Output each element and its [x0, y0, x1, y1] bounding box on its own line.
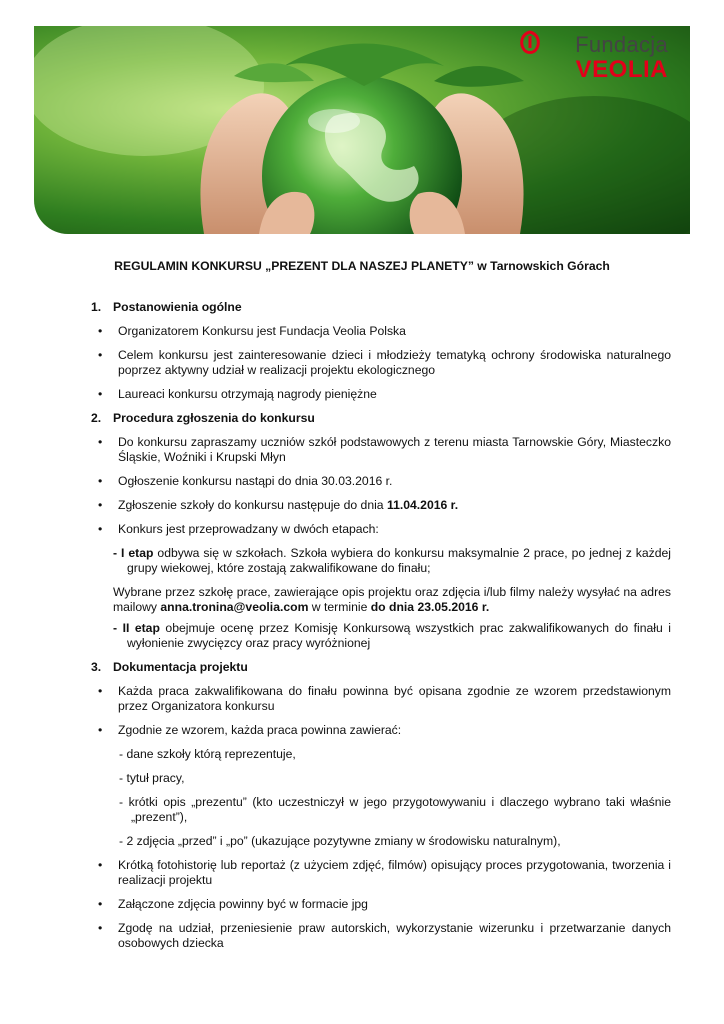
document-body — [91, 300, 671, 960]
document-title: REGULAMIN KONKURSU „PREZENT DLA NASZEJ PLANETY” w Tarnowskich Górach — [114, 259, 610, 273]
list-item: • Załączone zdjęcia powinny być w formacie jpg — [98, 897, 368, 911]
stage-2-item: - II etap obejmuje ocenę przez Komisję Konkursową wszystkich prac zakwalifikowanych do finału i wyłonienie zwycięzcy oraz pracy wyróżnionej — [113, 621, 671, 650]
list-item: • Zgodnie ze wzorem, każda praca powinna zawierać: — [98, 723, 402, 737]
list-item: • Laureaci konkursu otrzymają nagrody pieniężne — [98, 387, 377, 401]
list-item: • Celem konkursu jest zainteresowanie dzieci i młodzieży tematyką ochrony środowiska naturalnego poprzez aktywny udział w realizacji projektu ekologicznego — [98, 348, 671, 377]
section-heading-2: 2. Procedura zgłoszenia do konkursu — [91, 411, 315, 425]
fundacja-veolia-logo — [518, 30, 668, 86]
list-item: • Konkurs jest przeprowadzany w dwóch etapach: — [98, 522, 379, 536]
section-heading-1: 1. Postanowienia ogólne — [91, 300, 242, 314]
sub-item: - krótki opis „prezentu” (kto uczestniczył w jego przygotowywaniu i dlaczego wybrano taki właśnie „prezent”), — [119, 795, 671, 824]
logo-text-bottom: VEOLIA — [575, 56, 668, 83]
list-item: • Krótką fotohistorię lub reportaż (z użyciem zdjęć, filmów) opisujący proces przygotowania, tworzenia i realizacji projektu — [98, 858, 671, 887]
sub-item: - 2 zdjęcia „przed” i „po” (ukazujące pozytywne zmiany w środowisku naturalnym), — [119, 834, 561, 848]
section-heading-3: 3. Dokumentacja projektu — [91, 660, 248, 674]
logo-text-top: Fundacja — [575, 32, 668, 57]
sub-item: - dane szkoły którą reprezentuje, — [119, 747, 296, 761]
submission-paragraph: Wybrane przez szkołę prace, zawierające opis projektu oraz zdjęcia i/lub filmy należy wysyłać na adres mailowy anna.tronina@veolia.com w terminie do dnia 23.05.2016 r. — [113, 585, 671, 614]
stage-1-item: - I etap odbywa się w szkołach. Szkoła wybiera do konkursu maksymalnie 2 prace, po jednej z każdej grupy wiekowej, które zostają zakwalifikowane do finału; — [113, 546, 671, 575]
list-item: • Do konkursu zapraszamy uczniów szkół podstawowych z terenu miasta Tarnowskie Góry, Miasteczko Śląskie, Woźniki i Krupski Młyn — [98, 435, 671, 464]
list-item: • Ogłoszenie konkursu nastąpi do dnia 30.03.2016 r. — [98, 474, 393, 488]
list-item: • Każda praca zakwalifikowana do finału powinna być opisana zgodnie ze wzorem przedstawionym przez Organizatora konkursu — [98, 684, 671, 713]
list-item: • Organizatorem Konkursu jest Fundacja Veolia Polska — [98, 324, 406, 338]
veolia-mark-icon — [518, 30, 542, 56]
list-item: • Zgłoszenie szkoły do konkursu następuje do dnia 11.04.2016 r. — [98, 498, 459, 512]
sub-item: - tytuł pracy, — [119, 771, 185, 785]
list-item: • Zgodę na udział, przeniesienie praw autorskich, wykorzystanie wizerunku i przetwarzanie danych osobowych dziecka — [98, 921, 671, 950]
contact-email: anna.tronina@veolia.com — [160, 600, 309, 614]
header-banner — [34, 26, 690, 234]
